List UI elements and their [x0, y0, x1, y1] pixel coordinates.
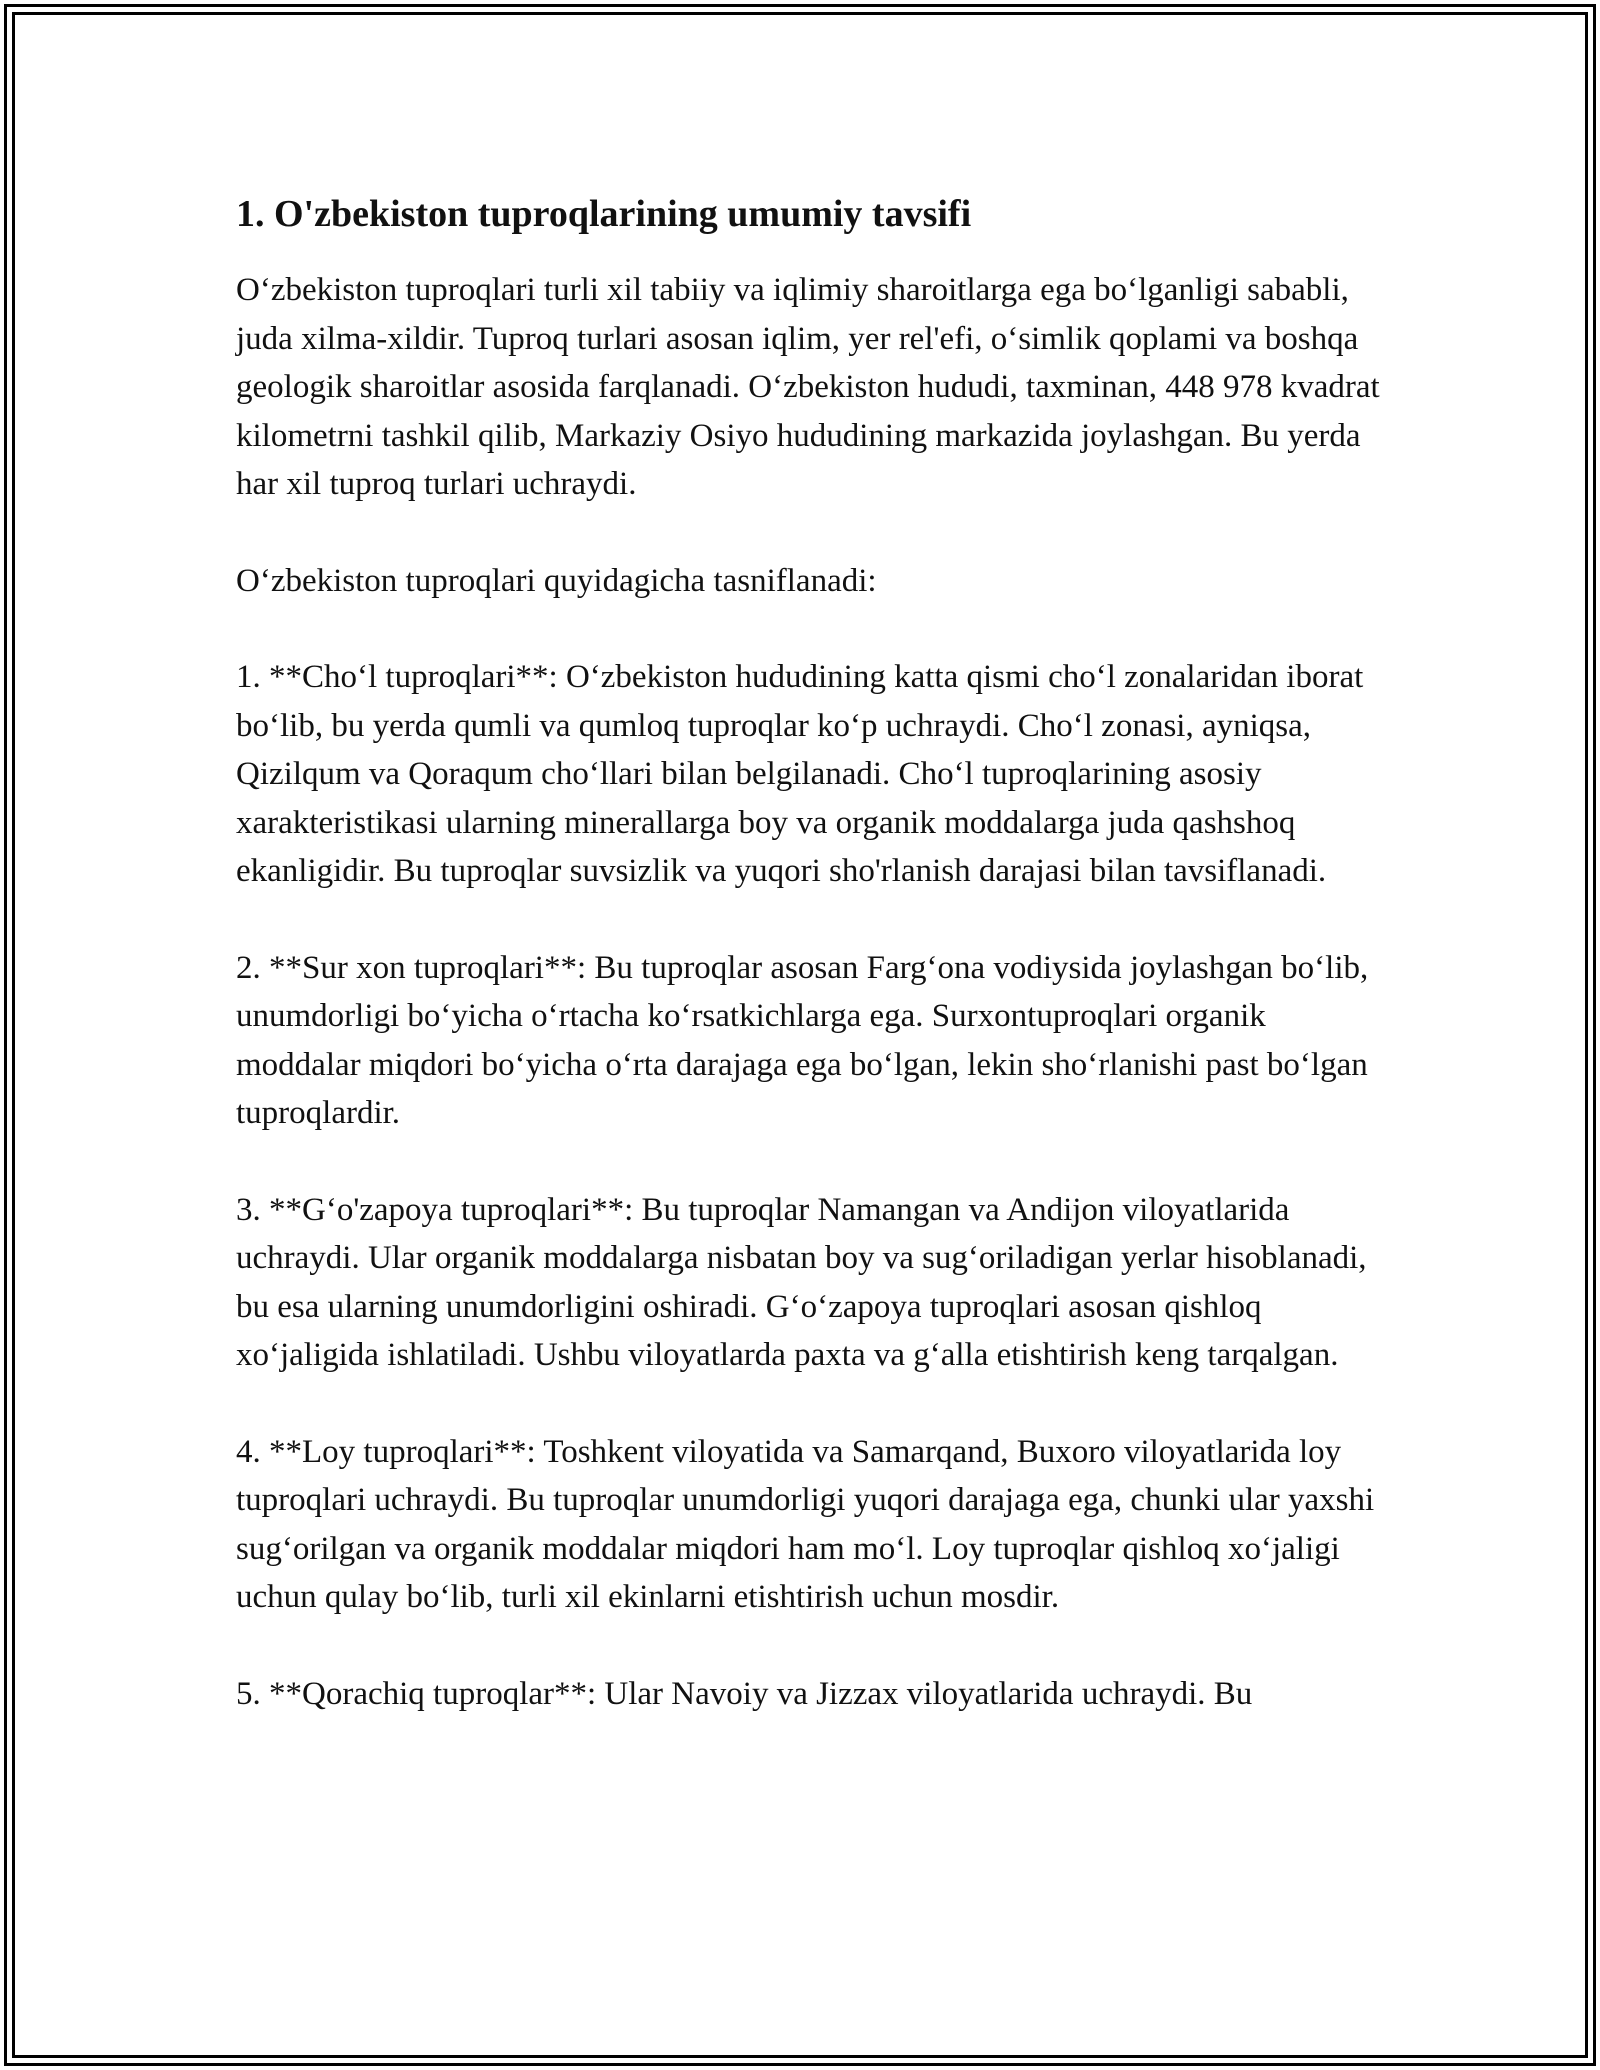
document-body: [236, 186, 1386, 1718]
list-item-chol-tuproqlari: 1. **Cho‘l tuproqlari**: O‘zbekiston hududining katta qismi cho‘l zonalaridan iborat bo‘lib, bu yerda qumli va qumloq tuproqlar ko‘p uchraydi. Cho‘l zonasi, ayniqsa, Qizilqum va Qoraqum cho‘llari bilan belgilanadi. Cho‘l tuproqlarining asosiy xarakteristikasi ularning minerallarga boy va organik moddalarga juda qashshoq ekanligidir. Bu tuproqlar suvsizlik va yuqori sho'rlanish darajasi bilan tavsiflanadi.: [236, 659, 1364, 889]
list-item-loy-tuproqlari: 4. **Loy tuproqlari**: Toshkent viloyatida va Samarqand, Buxoro viloyatlarida loy tuproqlari uchraydi. Bu tuproqlar unumdorligi yuqori darajaga ega, chunki ular yaxshi sug‘orilgan va organik moddalar miqdori ham mo‘l. Loy tuproqlar qishloq xo‘jaligi uchun qulay bo‘lib, turli xil ekinlarni etishtirish uchun mosdir.: [236, 1433, 1375, 1615]
list-item-surxon-tuproqlari: 2. **Sur xon tuproqlari**: Bu tuproqlar asosan Farg‘ona vodiysida joylashgan bo‘lib, unumdorligi bo‘yicha o‘rtacha ko‘rsatkichlarga ega. Surxontuproqlari organik moddalar miqdori bo‘yicha o‘rta darajaga ega bo‘lgan, lekin sho‘rlanishi past bo‘lgan tuproqlardir.: [236, 949, 1369, 1131]
paragraph-classification-intro: O‘zbekiston tuproqlari quyidagicha tasniflanadi:: [236, 562, 877, 599]
document-title: 1. O'zbekiston tuproqlarining umumiy tavsifi: [236, 193, 972, 235]
list-item-qorachiq-tuproqlar: 5. **Qorachiq tuproqlar**: Ular Navoiy va Jizzax viloyatlarida uchraydi. Bu: [236, 1675, 1253, 1712]
paragraph-intro: O‘zbekiston tuproqlari turli xil tabiiy va iqlimiy sharoitlarga ega bo‘lganligi sababli, juda xilma-xildir. Tuproq turlari asosan iqlim, yer rel'efi, o‘simlik qoplami va boshqa geologik sharoitlar asosida farqlanadi. O‘zbekiston hududi, taxminan, 448 978 kvadrat kilometrni tashkil qilib, Markaziy Osiyo hududining markazida joylashgan. Bu yerda har xil tuproq turlari uchraydi.: [236, 272, 1380, 502]
list-item-gozapoya-tuproqlari: 3. **G‘o'zapoya tuproqlari**: Bu tuproqlar Namangan va Andijon viloyatlarida uchraydi. Ular organik moddalarga nisbatan boy va sug‘oriladigan yerlar hisoblanadi, bu esa ularning unumdorligini oshiradi. G‘o‘zapoya tuproqlari asosan qishloq xo‘jaligida ishlatiladi. Ushbu viloyatlarda paxta va g‘alla etishtirish keng tarqalgan.: [236, 1191, 1367, 1373]
